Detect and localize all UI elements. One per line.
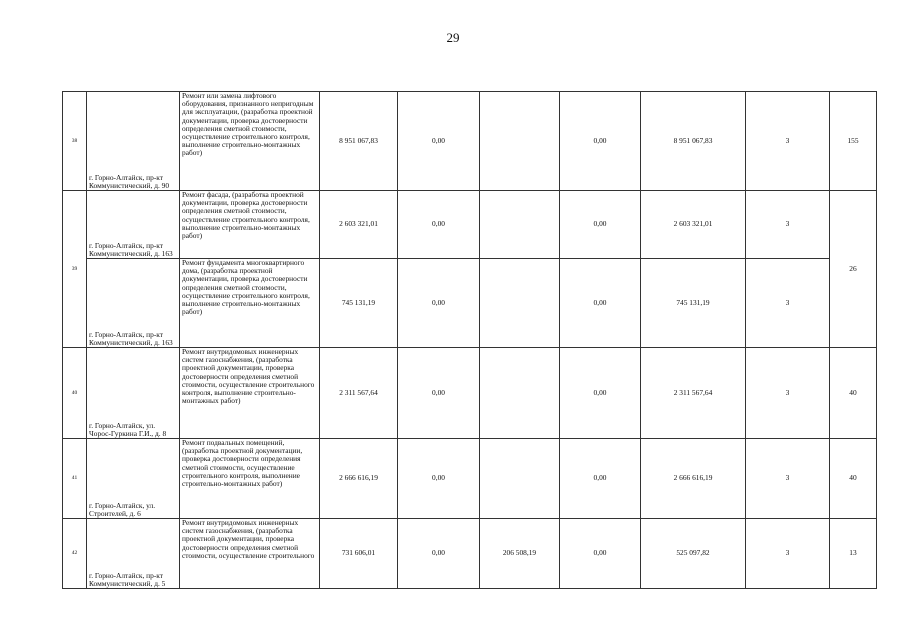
fund-value-cell: 0,00 bbox=[398, 259, 480, 348]
total-cost-cell: 2 311 567,64 bbox=[320, 348, 398, 439]
count-cell: 3 bbox=[746, 519, 830, 589]
total-cost-cell: 2 666 616,19 bbox=[320, 439, 398, 519]
count-cell: 3 bbox=[746, 259, 830, 348]
table-row bbox=[63, 348, 877, 439]
total-cost-cell: 731 606,01 bbox=[320, 519, 398, 589]
owner-funds-cell: 2 603 321,01 bbox=[641, 191, 746, 259]
total-cost-cell: 745 131,19 bbox=[320, 259, 398, 348]
fund-value-cell: 0,00 bbox=[560, 191, 641, 259]
count-cell: 26 bbox=[830, 191, 877, 348]
fund-value-cell: 0,00 bbox=[560, 92, 641, 191]
owner-funds-cell: 8 951 067,83 bbox=[641, 92, 746, 191]
row-number: 38 bbox=[63, 92, 87, 191]
count-cell: 40 bbox=[830, 439, 877, 519]
work-type-text: Ремонт внутридомовых инженерных систем газоснабжения, (разработка проектной документации, проверка достоверности определения сметной стоимости, осуществление строительного bbox=[182, 519, 315, 560]
fund-value-cell: 0,00 bbox=[398, 92, 480, 191]
count-cell: 3 bbox=[746, 348, 830, 439]
fund-value-cell: 0,00 bbox=[560, 259, 641, 348]
count-cell: 3 bbox=[746, 191, 830, 259]
work-type-cell bbox=[180, 519, 320, 589]
address-cell: г. Горно-Алтайск, пр-кт Коммунистический, д. 5 bbox=[87, 519, 180, 589]
owner-funds-cell: 2 666 616,19 bbox=[641, 439, 746, 519]
address-cell: г. Горно-Алтайск, пр-кт Коммунистический, д. 90 bbox=[87, 92, 180, 191]
address-cell: г. Горно-Алтайск, ул. Строителей, д. 6 bbox=[87, 439, 180, 519]
work-type-cell: Ремонт или замена лифтового оборудования, признанного непригодным для эксплуатации, (разработка проектной документации, проверка достоверности определения сметной стоимости, осуществление строительного контроля, выполнение строительно-монтажных работ) bbox=[180, 92, 320, 191]
count-cell: 40 bbox=[830, 348, 877, 439]
work-type-cell: Ремонт подвальных помещений, (разработка проектной документации, проверка достоверности определения сметной стоимости, осуществление строительного контроля, выполнение строительно-монтажных работ) bbox=[180, 439, 320, 519]
count-cell: 3 bbox=[746, 92, 830, 191]
fund-value-cell: 0,00 bbox=[398, 348, 480, 439]
fund-value-cell: 0,00 bbox=[398, 439, 480, 519]
fund-value-cell bbox=[480, 92, 560, 191]
owner-funds-cell: 2 311 567,64 bbox=[641, 348, 746, 439]
fund-value-cell bbox=[480, 439, 560, 519]
count-cell: 3 bbox=[746, 439, 830, 519]
address-cell: г. Горно-Алтайск, пр-кт Коммунистический, д. 163 bbox=[87, 259, 180, 348]
fund-value-cell bbox=[480, 348, 560, 439]
owner-funds-cell: 745 131,19 bbox=[641, 259, 746, 348]
total-cost-cell: 2 603 321,01 bbox=[320, 191, 398, 259]
work-type-cell: Ремонт внутридомовых инженерных систем газоснабжения, (разработка проектной документации, проверка достоверности определения сметной стоимости, осуществление строительного контроля, выполнение строительно-монтажных работ) bbox=[180, 348, 320, 439]
table-row bbox=[63, 92, 877, 191]
table-row bbox=[63, 519, 877, 589]
fund-value-cell bbox=[480, 259, 560, 348]
work-type-cell: Ремонт фасада, (разработка проектной документации, проверка достоверности определения сметной стоимости, осуществление строительного контроля, выполнение строительно-монтажных работ) bbox=[180, 191, 320, 259]
work-type-cell: Ремонт фундамента многоквартирного дома, (разработка проектной документации, проверка достоверности определения сметной стоимости, осуществление строительного контроля, выполнение строительно-монтажных работ) bbox=[180, 259, 320, 348]
fund-value-cell: 0,00 bbox=[560, 348, 641, 439]
page-number: 29 bbox=[446, 30, 460, 45]
fund-value-cell: 0,00 bbox=[560, 519, 641, 589]
row-number: 39 bbox=[63, 191, 87, 348]
address-cell: г. Горно-Алтайск, пр-кт Коммунистический, д. 163 bbox=[87, 191, 180, 259]
table-row bbox=[63, 191, 877, 259]
count-cell: 13 bbox=[830, 519, 877, 589]
row-number: 41 bbox=[63, 439, 87, 519]
row-number: 40 bbox=[63, 348, 87, 439]
total-cost-cell: 8 951 067,83 bbox=[320, 92, 398, 191]
fund-value-cell: 206 508,19 bbox=[480, 519, 560, 589]
table-row bbox=[63, 259, 877, 348]
address-cell: г. Горно-Алтайск, ул. Чорос-Гуркина Г.И., д. 8 bbox=[87, 348, 180, 439]
fund-value-cell bbox=[480, 191, 560, 259]
fund-value-cell: 0,00 bbox=[398, 519, 480, 589]
table-row bbox=[63, 439, 877, 519]
count-cell: 155 bbox=[830, 92, 877, 191]
repair-program-table bbox=[62, 91, 877, 589]
row-number: 42 bbox=[63, 519, 87, 589]
fund-value-cell: 0,00 bbox=[560, 439, 641, 519]
fund-value-cell: 0,00 bbox=[398, 191, 480, 259]
owner-funds-cell: 525 097,82 bbox=[641, 519, 746, 589]
